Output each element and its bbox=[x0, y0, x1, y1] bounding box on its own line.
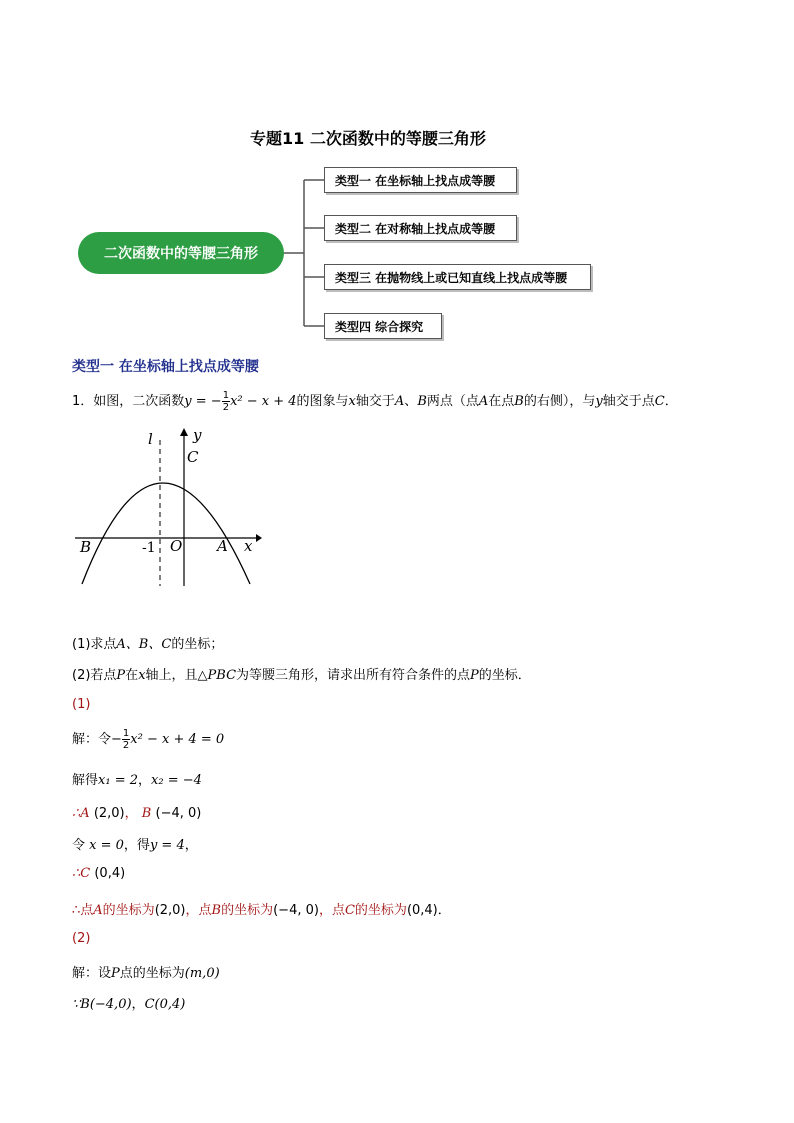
q1-text: 、 bbox=[404, 394, 418, 409]
ans1-text: ． bbox=[437, 903, 451, 918]
q1-text: 两点（点 bbox=[426, 394, 479, 409]
ans1-frac-num: 1 bbox=[122, 728, 130, 739]
q1-frac-den: 2 bbox=[222, 402, 230, 413]
q1-var: B bbox=[514, 394, 524, 409]
label-b: B bbox=[80, 538, 92, 556]
ans1-math: x₂ = −4 bbox=[151, 773, 202, 788]
mindmap-branch-4: 类型四 综合探究 bbox=[324, 313, 442, 339]
ans1-math: B bbox=[211, 903, 222, 918]
answer-1-line-3 bbox=[72, 802, 201, 821]
q1-var: x bbox=[348, 394, 356, 409]
q1-func-lhs: y = − bbox=[184, 394, 222, 409]
label-minus-one: -1 bbox=[142, 540, 156, 556]
ans1-text: ∴点 bbox=[72, 903, 94, 918]
q1-var: A bbox=[478, 394, 489, 409]
sub2-text: 的坐标． bbox=[478, 668, 531, 683]
ans1-math: ∴A bbox=[72, 806, 90, 821]
ans2-text: ， bbox=[131, 997, 145, 1012]
ans1-math: (−4, 0) bbox=[273, 903, 319, 918]
y-axis-arrow bbox=[180, 428, 188, 436]
label-l: l bbox=[148, 430, 153, 448]
sub2-text: 为等腰三角形，请求出所有符合条件的点 bbox=[236, 668, 471, 683]
sub2-var: x bbox=[138, 668, 146, 683]
q1-text: ． bbox=[664, 394, 678, 409]
ans2-math: C(0,4) bbox=[144, 997, 186, 1012]
mindmap-branch-1: 类型一 在坐标轴上找点成等腰 bbox=[324, 167, 517, 193]
ans1-math: x = 0 bbox=[89, 838, 124, 853]
q1-var: B bbox=[417, 394, 427, 409]
ans2-math: (m,0) bbox=[184, 966, 220, 981]
ans1-math: A bbox=[93, 903, 103, 918]
label-a: A bbox=[217, 537, 228, 555]
x-axis-arrow bbox=[256, 534, 262, 542]
ans1-math: (2,0) bbox=[93, 806, 125, 821]
q1-text: 在点 bbox=[488, 394, 515, 409]
q1-var: y bbox=[595, 394, 603, 409]
ans1-text: ，点 bbox=[318, 903, 345, 918]
section-heading: 类型一 在坐标轴上找点成等腰 bbox=[72, 359, 259, 375]
ans1-math: x² − x + 4 = 0 bbox=[130, 732, 225, 747]
sub2-var: PBC bbox=[207, 668, 237, 683]
answer-1-line-4 bbox=[72, 834, 198, 853]
parabola-curve bbox=[82, 483, 250, 584]
sub-question-2 bbox=[72, 664, 531, 683]
ans1-math: x₁ = 2 bbox=[98, 773, 138, 788]
q1-text: 的图象与 bbox=[296, 394, 349, 409]
ans1-text: ，得 bbox=[123, 838, 150, 853]
ans1-text: 的坐标为 bbox=[102, 903, 155, 918]
sub-question-1 bbox=[72, 633, 223, 652]
q1-text: 1．如图，二次函数 bbox=[72, 394, 185, 409]
label-x: x bbox=[244, 537, 253, 555]
q1-var: C bbox=[654, 394, 665, 409]
ans2-math: ∵B(−4,0) bbox=[72, 997, 132, 1012]
sub1-text: 的坐标； bbox=[171, 637, 224, 652]
answer-1-line-2 bbox=[72, 769, 202, 788]
ans1-text: 的坐标为 bbox=[354, 903, 407, 918]
ans2-math: P bbox=[111, 966, 120, 981]
parabola-figure bbox=[70, 420, 270, 590]
q1-func-rhs: x² − x + 4 bbox=[230, 394, 297, 409]
sub2-var: P bbox=[116, 668, 126, 683]
ans1-math: (−4, 0) bbox=[155, 806, 202, 821]
q1-text: 的右侧），与 bbox=[523, 394, 596, 409]
q1-text: 轴交于点 bbox=[602, 394, 655, 409]
ans1-math: y = 4 bbox=[149, 838, 185, 853]
ans1-text: ， bbox=[138, 773, 152, 788]
ans1-text: ， bbox=[184, 838, 198, 853]
q1-var: A bbox=[394, 394, 405, 409]
sub2-text: (2)若点 bbox=[72, 668, 117, 683]
ans1-math: ∴C bbox=[72, 866, 91, 881]
ans1-frac-den: 2 bbox=[122, 740, 130, 751]
ans1-text: 解：令 bbox=[72, 732, 112, 747]
sub2-text: 在 bbox=[125, 668, 139, 683]
answer-1-line-5 bbox=[72, 866, 125, 881]
ans1-math: (0,4) bbox=[406, 903, 438, 918]
label-o: O bbox=[170, 537, 183, 555]
question-1 bbox=[72, 390, 678, 413]
ans1-text: 解得 bbox=[72, 773, 99, 788]
sub1-vars: A、B、C bbox=[116, 637, 172, 652]
label-c: C bbox=[187, 448, 199, 466]
ans2-text: 解：设 bbox=[72, 966, 112, 981]
mindmap-root: 二次函数中的等腰三角形 bbox=[78, 232, 284, 274]
label-y: y bbox=[193, 426, 202, 444]
q1-frac-num: 1 bbox=[222, 390, 230, 401]
ans1-text: 的坐标为 bbox=[221, 903, 274, 918]
sub2-text: 轴上，且△ bbox=[145, 668, 208, 683]
answer-1-conclusion bbox=[72, 899, 451, 918]
ans2-text: 点的坐标为 bbox=[119, 966, 185, 981]
answer-2-line-1 bbox=[72, 962, 220, 981]
sub1-text: (1)求点 bbox=[72, 637, 117, 652]
answer-2-tag: (2) bbox=[72, 931, 91, 946]
ans1-math: (0,4) bbox=[94, 866, 126, 881]
q1-fraction bbox=[222, 390, 230, 413]
ans1-text: 令 bbox=[72, 838, 86, 853]
answer-1-tag: (1) bbox=[72, 697, 91, 712]
answer-1-line-1 bbox=[72, 728, 224, 751]
mindmap-branch-2: 类型二 在对称轴上找点成等腰 bbox=[324, 215, 517, 241]
ans1-math: B bbox=[141, 806, 152, 821]
sub2-var: P bbox=[470, 668, 479, 683]
ans1-text: ，点 bbox=[185, 903, 212, 918]
ans1-text: ， bbox=[124, 806, 138, 821]
answer-2-line-2 bbox=[72, 993, 185, 1012]
ans1-math: − bbox=[111, 732, 122, 747]
mindmap-branch-3: 类型三 在抛物线上或已知直线上找点成等腰 bbox=[324, 264, 591, 290]
mindmap-connectors bbox=[0, 0, 794, 400]
ans1-math: (2,0) bbox=[154, 903, 186, 918]
page-title: 专题11 二次函数中的等腰三角形 bbox=[250, 129, 486, 148]
ans1-math: C bbox=[344, 903, 355, 918]
q1-text: 轴交于 bbox=[355, 394, 395, 409]
